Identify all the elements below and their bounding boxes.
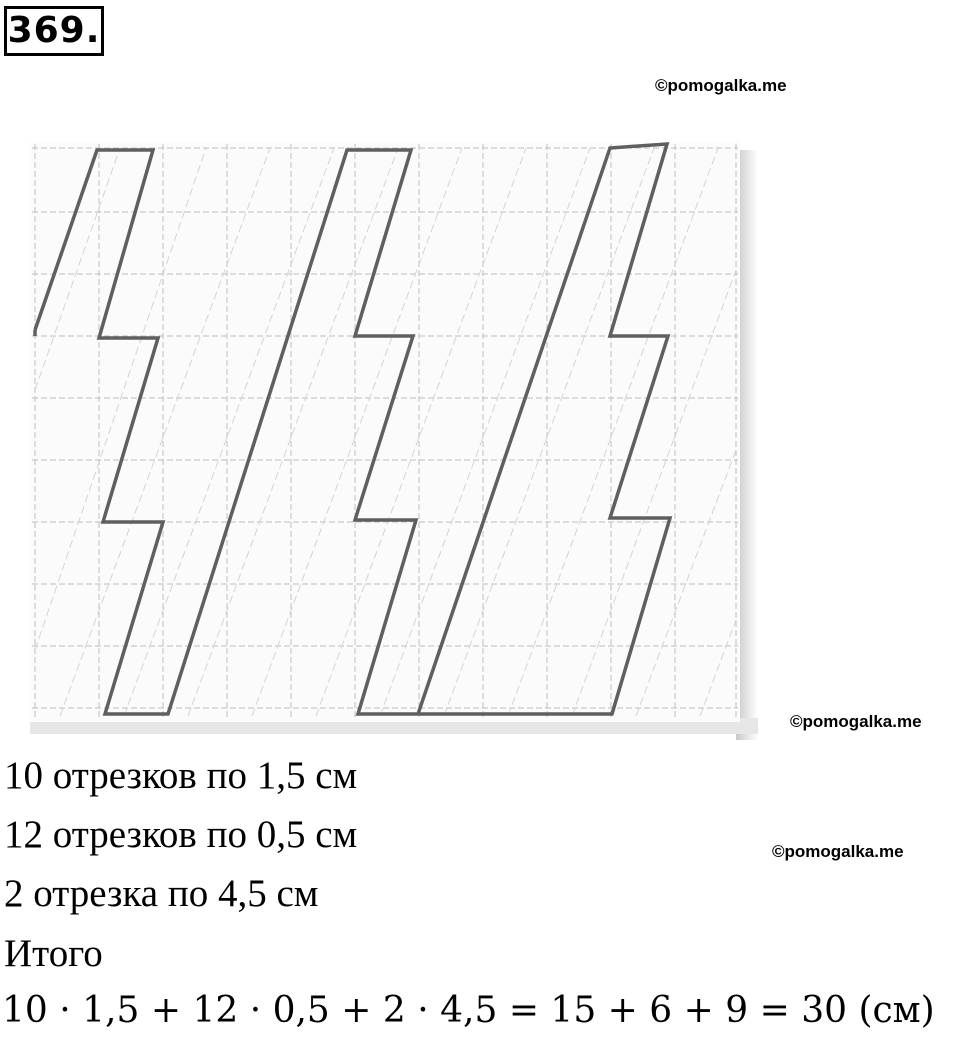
watermark-bottom: ©pomogalka.me — [772, 842, 904, 861]
solution-line-3: 2 отрезка по 4,5 см — [4, 872, 319, 915]
solution-equation: 10 · 1,5 + 12 · 0,5 + 2 · 4,5 = 15 + 6 + 9 = 30 (см) — [2, 990, 935, 1031]
grid-figure — [0, 130, 780, 740]
problem-number: 369. — [4, 6, 104, 56]
watermark-middle: ©pomogalka.me — [790, 712, 922, 731]
solution-line-2: 12 отрезков по 0,5 см — [4, 813, 358, 856]
solution-line-1: 10 отрезков по 1,5 см — [4, 754, 358, 797]
paper — [30, 142, 740, 722]
watermark-top: ©pomogalka.me — [655, 76, 787, 95]
solution-line-total: Итого — [4, 932, 103, 975]
